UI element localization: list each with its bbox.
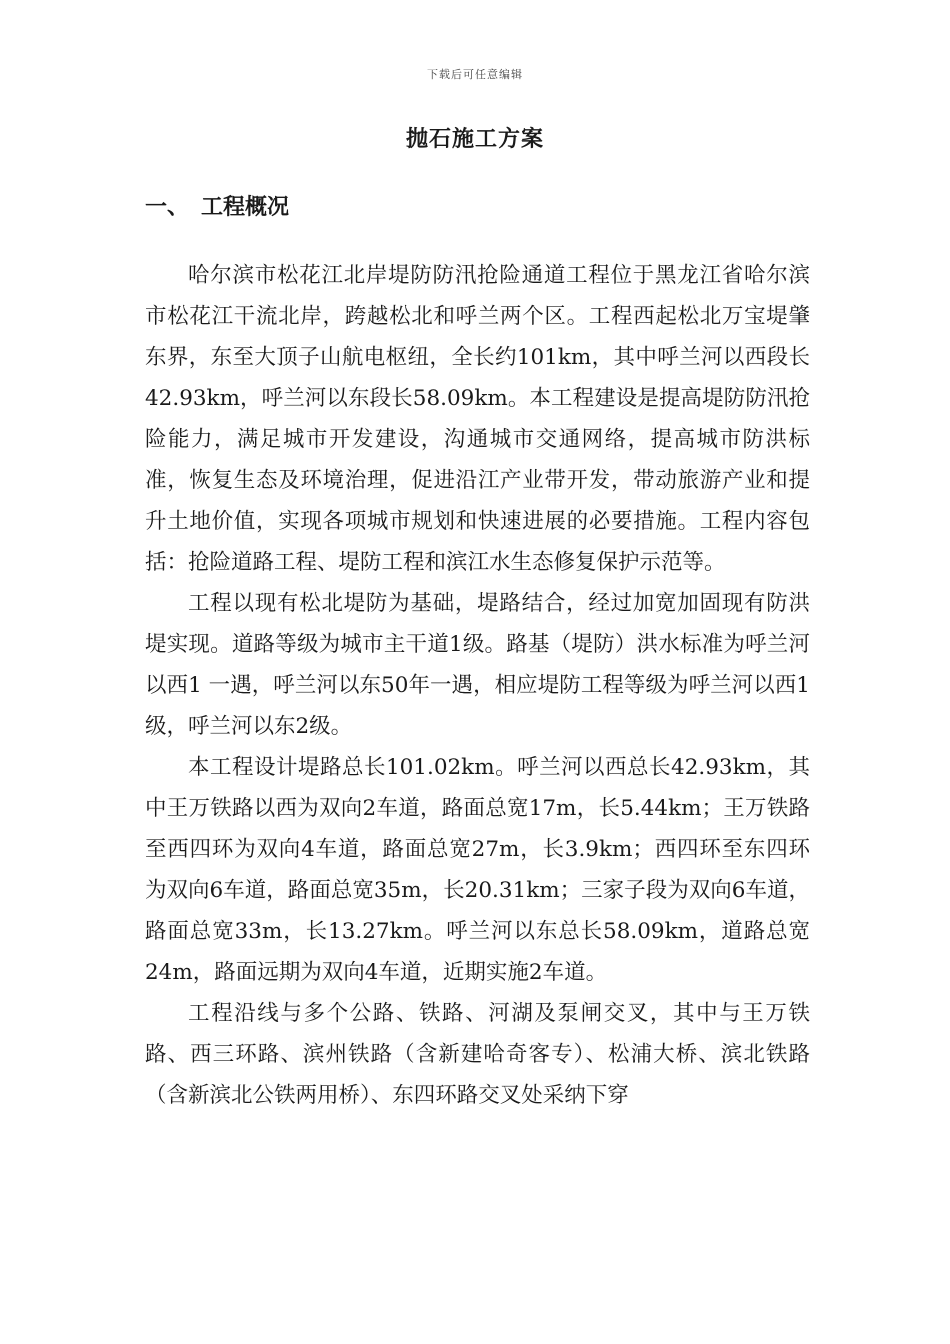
document-body	[145, 255, 810, 1116]
document-title: 抛石施工方案	[405, 127, 544, 152]
section-title: 工程概况	[201, 195, 290, 220]
section-number: 一、	[145, 195, 190, 220]
section-heading	[145, 190, 289, 221]
paragraph: 哈尔滨市松花江北岸堤防防汛抢险通道工程位于黑龙江省哈尔滨市松花江干流北岸，跨越松北和呼兰两个区。工程西起松北万宝堤肇东界，东至大顶子山航电枢纽，全长约101km，其中呼兰河以西段长42.93km，呼兰河以东段长58.09km。本工程建设是提高堤防防汛抢险能力，满足城市开发建设，沟通城市交通网络，提高城市防洪标准，恢复生态及环境治理，促进沿江产业带开发，带动旅游产业和提升土地价值，实现各项城市规划和快速进展的必要措施。工程内容包括：抢险道路工程、堤防工程和滨江水生态修复保护示范等。	[145, 263, 810, 575]
paragraph: 工程以现有松北堤防为基础，堤路结合，经过加宽加固现有防洪堤实现。道路等级为城市主干道1级。路基（堤防）洪水标准为呼兰河以西1 一遇，呼兰河以东50年一遇，相应堤防工程等级为呼兰河以西1级，呼兰河以东2级。	[145, 591, 810, 739]
header-note: 下载后可任意编辑	[427, 68, 523, 81]
paragraph: 工程沿线与多个公路、铁路、河湖及泵闸交叉，其中与王万铁路、西三环路、滨州铁路（含新建哈奇客专）、松浦大桥、滨北铁路（含新滨北公铁两用桥）、东四环路交叉处采纳下穿	[145, 1001, 810, 1108]
paragraph: 本工程设计堤路总长101.02km。呼兰河以西总长42.93km，其中王万铁路以西为双向2车道，路面总宽17m，长5.44km；王万铁路至西四环为双向4车道，路面总宽27m，长3.9km；西四环至东四环为双向6车道，路面总宽35m，长20.31km；三家子段为双向6车道，路面总宽33m，长13.27km。呼兰河以东总长58.09km，道路总宽24m，路面远期为双向4车道，近期实施2车道。	[145, 755, 810, 985]
